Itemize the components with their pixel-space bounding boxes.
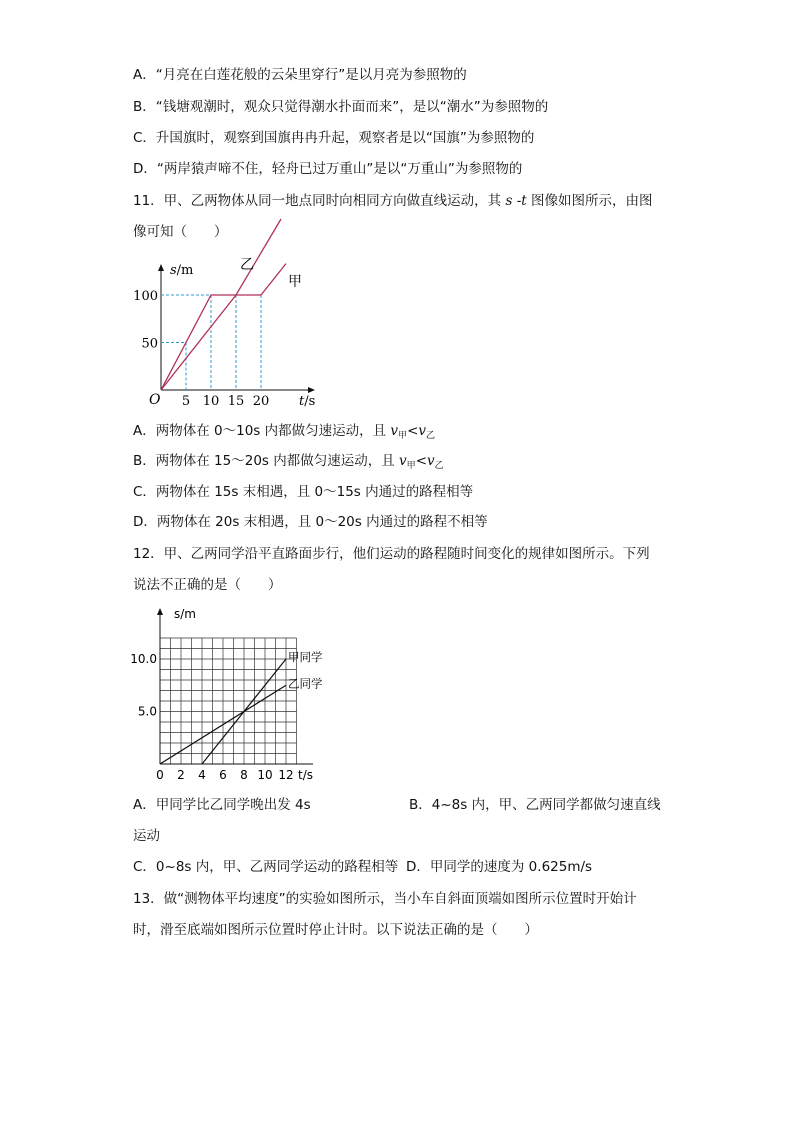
y-axis-label: s/m [174, 607, 196, 621]
q12-option-b: B．4~8s 内，甲、乙两同学都做匀速直线 [409, 797, 661, 813]
q12-option-d: D．甲同学的速度为 0.625m/s [406, 859, 593, 875]
v-symbol: v [427, 453, 435, 469]
series-line-jia [161, 264, 286, 390]
sub-yi: 乙 [434, 461, 444, 471]
x-tick-label: 10 [202, 394, 220, 409]
q10-option-b: B．“钱塘观潮时，观众只觉得潮水扑面而来”，是以“潮水”为参照物的 [133, 99, 549, 115]
x-tick-label: 5 [181, 394, 191, 409]
series-line-yi [161, 219, 281, 390]
q11-stem-text-b: 图像如图所示，由图 [531, 193, 653, 209]
x-tick-label: 8 [240, 768, 248, 782]
q11-stem-text-a: 11．甲、乙两物体从同一地点同时向相同方向做直线运动，其 [133, 193, 502, 209]
q11-stem-line1 [133, 192, 653, 210]
x-tick-label: 20 [252, 394, 270, 409]
y-tick-label: 50 [141, 336, 158, 352]
x-axis-label: t/s [299, 394, 316, 409]
q11-option-c: C．两物体在 15s 末相遇，且 0～15s 内通过的路程相等 [133, 484, 474, 500]
q11-stem-symbol: s -t [505, 193, 527, 209]
q12-stem-line1: 12．甲、乙两同学沿平直路面步行，他们运动的路程随时间变化的规律如图所示。下列 [133, 546, 650, 562]
q13-stem-line1: 13．做“测物体平均速度”的实验如图所示，当小车自斜面顶端如图所示位置时开始计 [133, 891, 637, 907]
less-than: < [407, 423, 419, 439]
q12-option-c: C．0~8s 内，甲、乙两同学运动的路程相等 [133, 859, 399, 875]
series-label-jia: 甲同学 [288, 650, 323, 664]
q12-option-a: A．甲同学比乙同学晚出发 4s [133, 797, 311, 813]
v-symbol: v [418, 423, 427, 439]
y-tick-label: 10.0 [130, 652, 157, 666]
x-tick-label: 15 [227, 394, 245, 409]
less-than: < [415, 453, 427, 469]
origin-label: O [149, 392, 161, 408]
y-axis-arrow [157, 608, 163, 615]
x-axis-arrow [308, 387, 315, 393]
q12-option-b-cont: 运动 [133, 828, 160, 844]
q11-option-a-text: A．两物体在 0～10s 内都做匀速运动，且 [133, 423, 387, 439]
q11-st-chart [133, 252, 323, 412]
y-axis-arrow [158, 264, 164, 271]
v-symbol: v [399, 453, 407, 469]
q11-option-a [133, 422, 435, 442]
series-label-jia: 甲 [288, 274, 302, 290]
q12-st-grid-chart [130, 600, 353, 785]
sub-jia: 甲 [398, 431, 408, 441]
x-tick-label: 6 [219, 768, 227, 782]
q13-stem-line2: 时，滑至底端如图所示位置时停止计时。以下说法正确的是（ ） [133, 922, 538, 938]
q10-option-a: A．“月亮在白莲花般的云朵里穿行”是以月亮为参照物的 [133, 67, 467, 83]
y-tick-label: 5.0 [137, 704, 157, 719]
v-symbol: v [390, 423, 399, 439]
series-label-yi: 乙 [240, 257, 254, 273]
q12-stem-line2: 说法不正确的是（ ） [133, 577, 282, 593]
q10-option-c: C．升国旗时，观察到国旗冉冉升起，观察者是以“国旗”为参照物的 [133, 130, 535, 146]
y-tick-label: 100 [133, 289, 158, 304]
q12-chart-body [130, 607, 323, 782]
sub-yi: 乙 [426, 431, 436, 441]
x-tick-label: 2 [177, 768, 185, 782]
x-tick-label: 0 [156, 768, 164, 782]
x-axis-label: t/s [298, 768, 313, 782]
sub-jia: 甲 [406, 461, 416, 471]
q11-option-b-text: B．两物体在 15～20s 内都做匀速运动，且 [133, 453, 395, 469]
x-tick-label: 10 [257, 768, 273, 782]
x-tick-label: 12 [278, 768, 294, 782]
y-axis-label: s/m [170, 263, 194, 278]
q11-chart-body [133, 219, 315, 409]
x-tick-label: 4 [198, 768, 206, 782]
q11-stem-line2: 像可知（ ） [133, 224, 228, 240]
q11-option-d: D．两物体在 20s 末相遇，且 0～20s 内通过的路程不相等 [133, 514, 488, 530]
q11-option-b [133, 452, 444, 472]
q10-option-d: D．“两岸猿声啼不住，轻舟已过万重山”是以“万重山”为参照物的 [133, 161, 523, 177]
series-label-yi: 乙同学 [288, 676, 323, 691]
